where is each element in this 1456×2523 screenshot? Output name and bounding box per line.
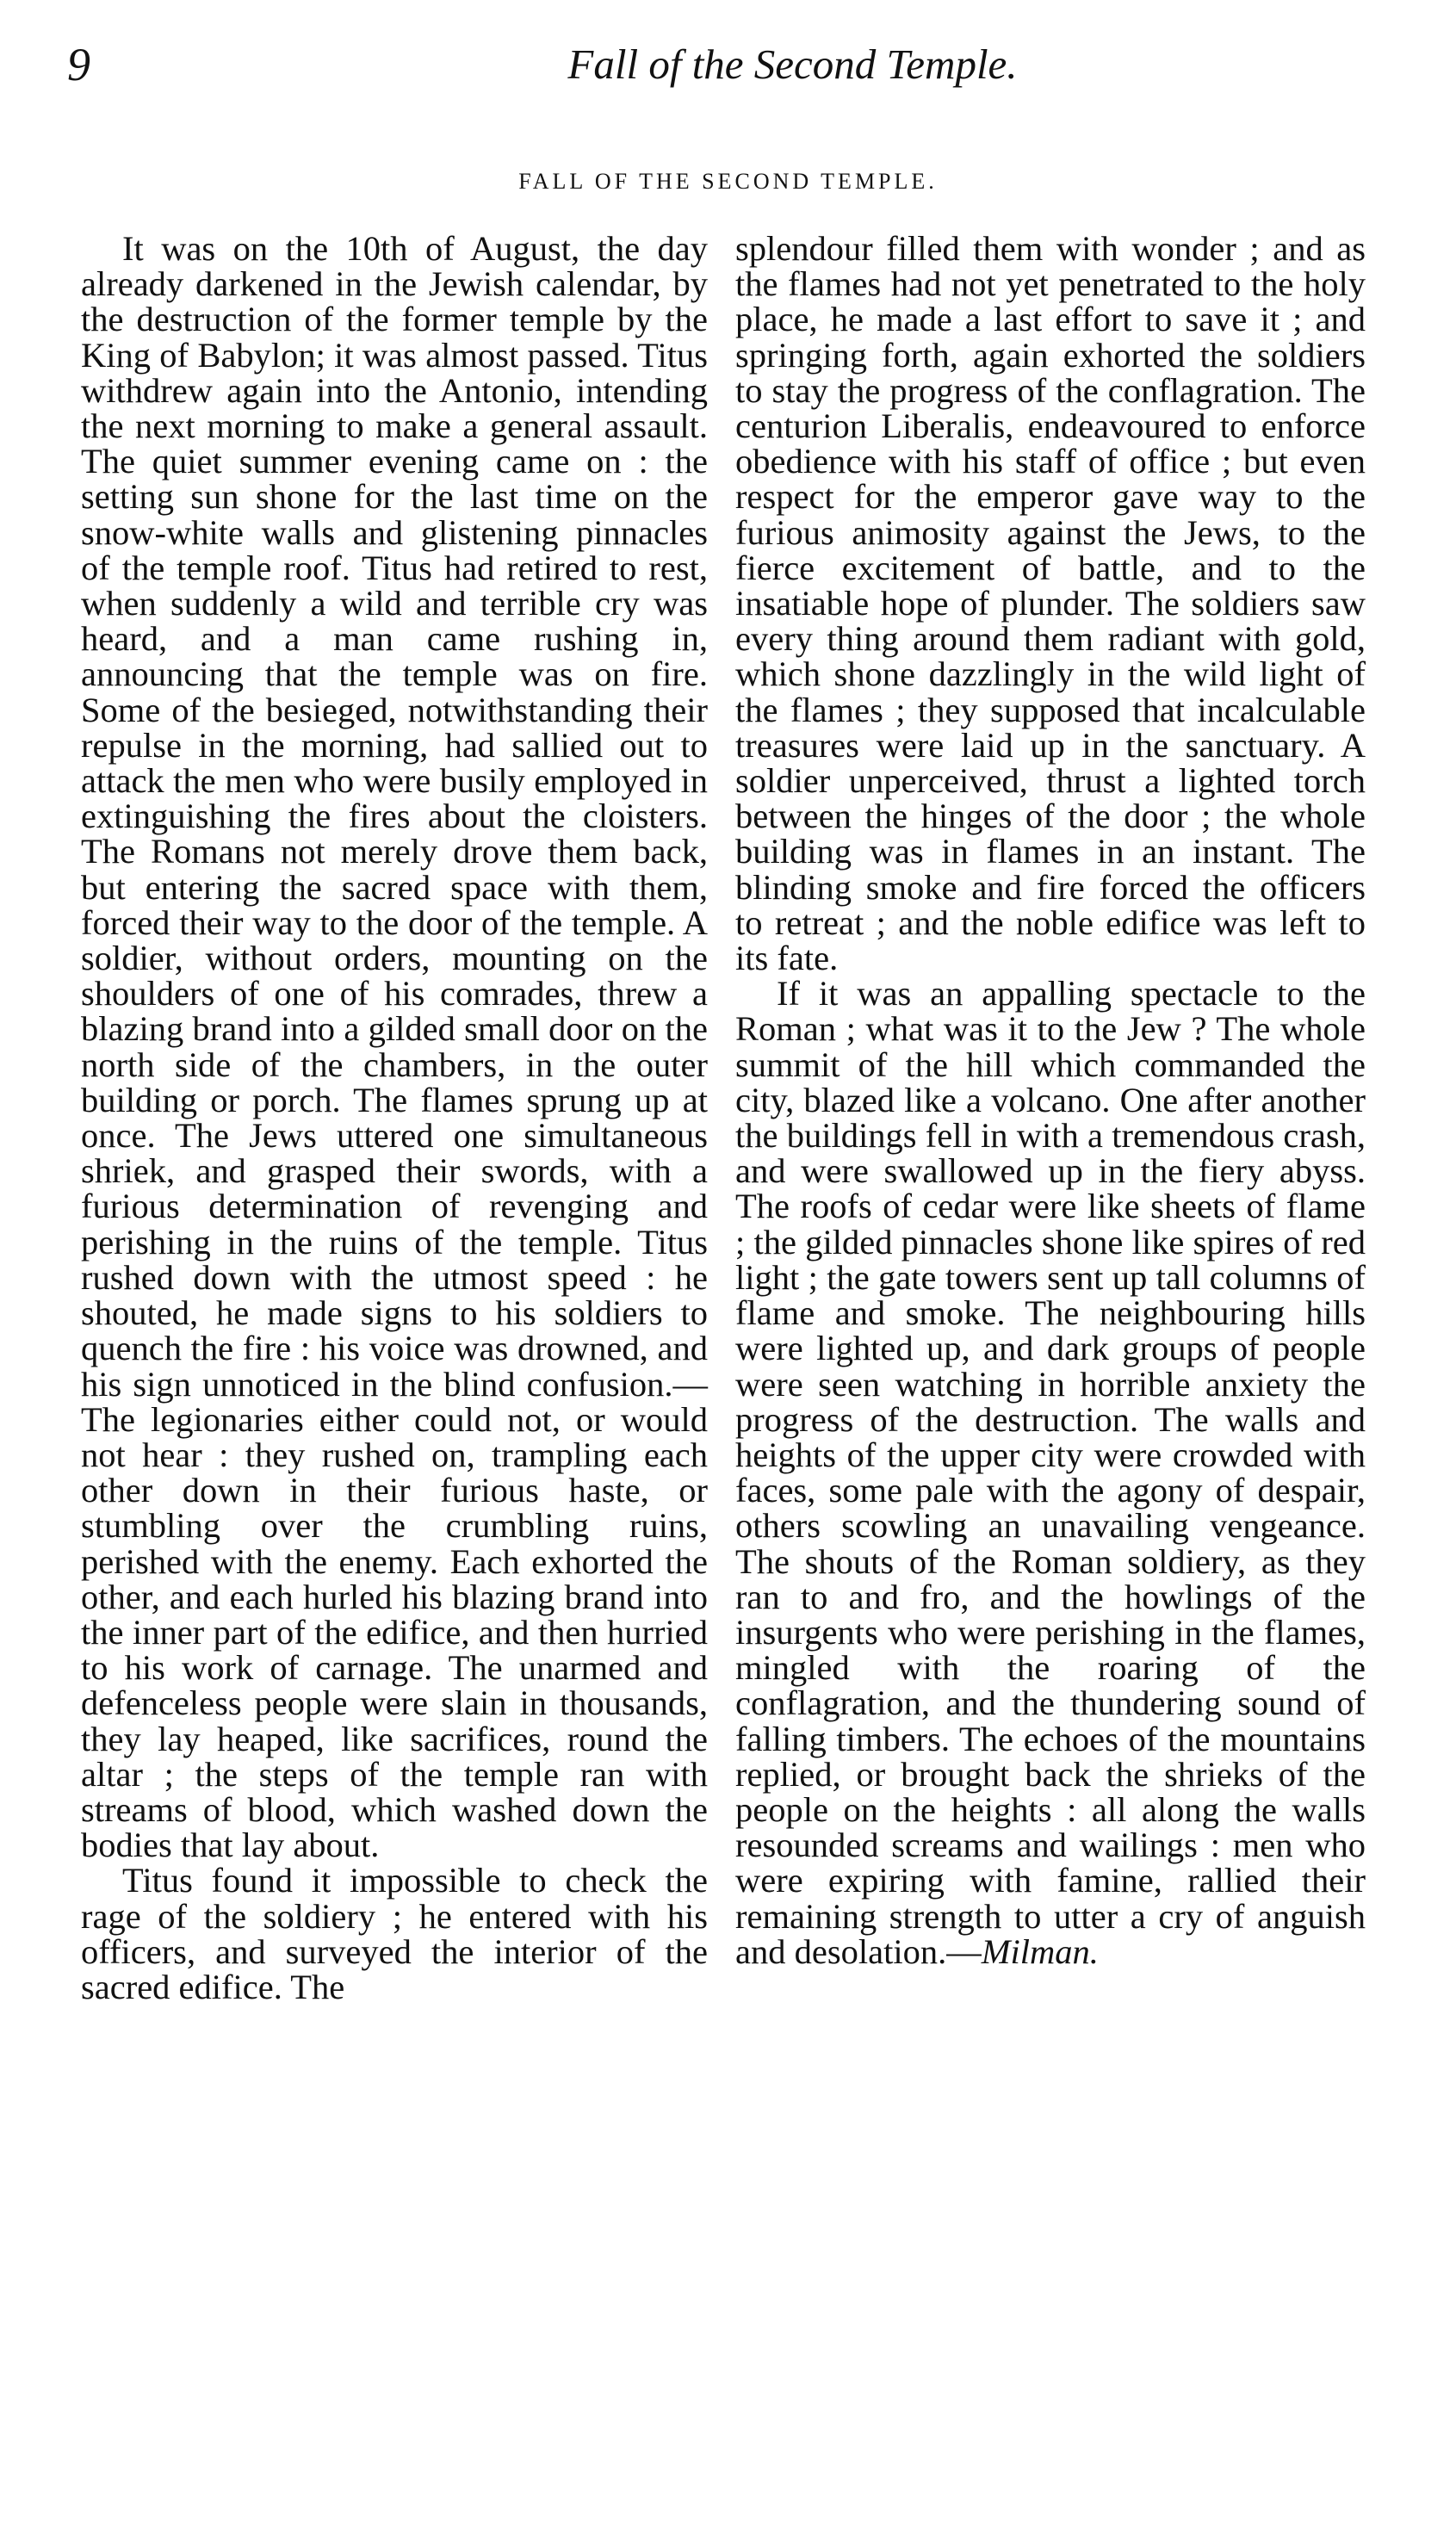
running-head — [52, 33, 1404, 93]
paragraph-2: Titus found it impossible to check the rage of the soldiery ; he entered with his officers, and surveyed the interior of the sacred edifice. The — [81, 1861, 708, 2006]
paragraph-3 — [735, 976, 1366, 1969]
author-attribution: Milman. — [981, 1931, 1099, 1971]
article-title: FALL OF THE SECOND TEMPLE. — [518, 169, 938, 194]
left-column — [81, 231, 708, 2005]
paragraph-1: It was on the 10th of August, the day already darkened in the Jewish calendar, by the destruction of the former temple by the King of Babylon; it was almost passed. Titus withdrew again into the Antonio, intending the next morning to make a general assault. The quiet summer evening came on : the setting sun shone for the last time on the snow-white walls and glistening pinnacles of the temple roof. Titus had retired to rest, when suddenly a wild and terrible cry was heard, and a man came rushing in, announcing that the temple was on fire. Some of the besieged, notwithstanding their repulse in the morning, had sallied out to attack the men who were busily employed in extinguishing the fires about the cloisters. The Romans not merely drove them back, but entering the sacred space with them, forced their way to the door of the temple. A soldier, without orders, mounting on the shoulders of one of his comrades, threw a blazing brand into a gilded small door on the north side of the chambers, in the outer building or porch. The flames sprung up at once. The Jews uttered one simultaneous shriek, and grasped their swords, with a furious determination of revenging and perishing in the ruins of the temple. Titus rushed down with the utmost speed : he shouted, he made signs to his soldiers to quench the fire : his voice was drowned, and his sign unnoticed in the blind confusion.— The legionaries either could not, or would not hear : they rushed on, trampling each other down in their furious haste, or stumbling over the crumbling ruins, perished with the enemy. Each exhorted the other, and each hurled his blazing brand into the inner part of the edifice, and then hurried to his work of carnage. The unarmed and defenceless people were slain in thousands, they lay heaped, like sacrifices, round the altar ; the steps of the temple ran with streams of blood, which washed down the bodies that lay about. — [81, 229, 708, 1865]
paragraph-3-text: If it was an appalling spectacle to the Roman ; what was it to the Jew ? The whole summit of the hill which commanded the city, blazed like a volcano. One after another the buildings fell in with a tremendous crash, and were swallowed up in the fiery abyss. The roofs of cedar were like sheets of flame ; the gilded pinnacles shone like spires of red light ; the gate towers sent up tall columns of flame and smoke. The neighbouring hills were lighted up, and dark groups of people were seen watching in horrible anxiety the progress of the destruction. The walls and heights of the upper city were crowded with faces, some pale with the agony of despair, others scowling an unavailing vengeance. The shouts of the Roman soldiery, as they ran to and fro, and the howlings of the insurgents who were perishing in the flames, mingled with the roaring of the conflagration, and the thundering sound of falling timbers. The echoes of the mountains replied, or brought back the shrieks of the people on the heights : all along the walls resounded screams and wailings : men who were expiring with famine, rallied their remaining strength to utter a cry of anguish and desolation.— — [735, 974, 1366, 1971]
right-column — [735, 231, 1366, 1969]
page-number: 9 — [67, 39, 90, 90]
paragraph-2-continued: splendour filled them with wonder ; and as the flames had not yet penetrated to the holy place, he made a last effort to save it ; and springing forth, again exhorted the soldiers to stay the progress of the conflagration. The centurion Liberalis, endeavoured to enforce obedience with his staff of office ; but even respect for the emperor gave way to the furious animosity against the Jews, to the fierce excitement of battle, and to the insatiable hope of plunder. The soldiers saw every thing around them radiant with gold, which shone dazzlingly in the wild light of the flames ; they supposed that incalculable treasures were laid up in the sanctuary. A soldier unperceived, thrust a lighted torch between the hinges of the door ; the whole building was in flames in an instant. The blinding smoke and fire forced the officers to retreat ; and the noble edifice was left to its fate. — [735, 229, 1366, 978]
running-title: Fall of the Second Temple. — [567, 40, 1018, 88]
